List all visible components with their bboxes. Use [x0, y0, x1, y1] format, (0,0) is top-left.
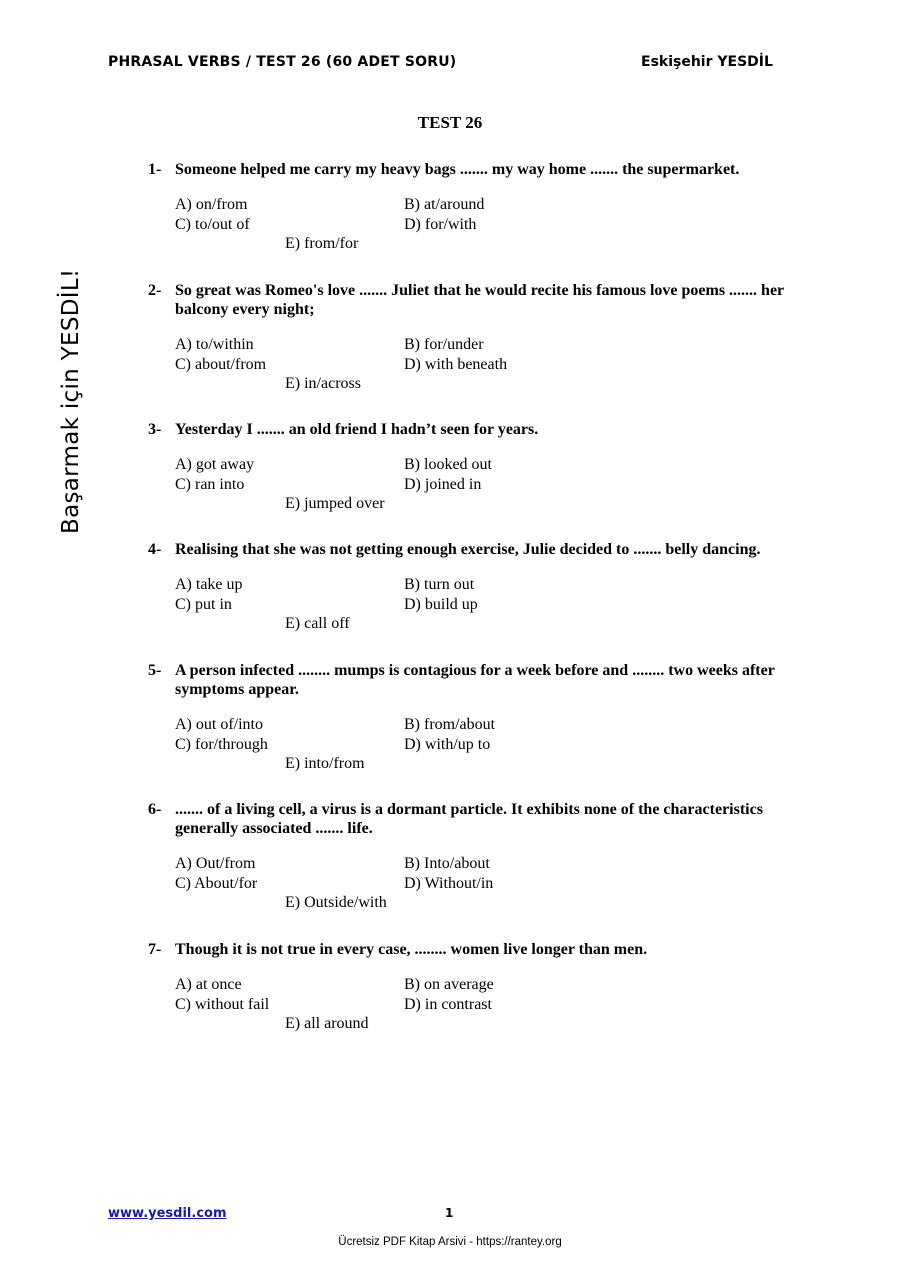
option-e: E) all around — [285, 1015, 369, 1032]
option-b: B) at/around — [404, 196, 485, 213]
option-e: E) in/across — [285, 375, 361, 392]
option-d: D) Without/in — [404, 874, 494, 892]
question-number: 1- — [148, 161, 162, 178]
answer-options — [175, 854, 808, 912]
option-d: D) for/with — [404, 215, 477, 233]
option-d: D) in contrast — [404, 995, 492, 1013]
question-number: 7- — [148, 941, 162, 958]
answer-options — [175, 335, 808, 393]
question-number: 5- — [148, 662, 162, 679]
option-c: C) to/out of — [175, 215, 250, 233]
question-text: Though it is not true in every case, ........ women live longer than men. — [175, 941, 648, 958]
option-a: A) take up — [175, 576, 243, 593]
question-2 — [148, 281, 808, 393]
question-7 — [148, 940, 808, 1033]
option-a: A) on/from — [175, 196, 248, 213]
option-b: B) looked out — [404, 456, 492, 473]
question-text: So great was Romeo's love ....... Juliet that he would recite his famous love poems ....... her balcony every night; — [175, 282, 784, 318]
answer-options — [175, 195, 808, 253]
option-e: E) call off — [285, 615, 350, 632]
option-b: B) for/under — [404, 336, 484, 353]
footer-website-link[interactable]: www.yesdil.com — [108, 1206, 227, 1221]
option-e: E) jumped over — [285, 495, 385, 512]
option-d: D) joined in — [404, 475, 482, 493]
page-number: 1 — [445, 1206, 454, 1220]
option-e: E) from/for — [285, 235, 359, 252]
option-b: B) from/about — [404, 716, 496, 733]
option-c: C) without fail — [175, 995, 270, 1013]
document-header-title: PHRASAL VERBS / TEST 26 (60 ADET SORU) — [108, 54, 457, 70]
option-d: D) with beneath — [404, 355, 508, 373]
option-a: A) Out/from — [175, 855, 256, 872]
option-c: C) about/from — [175, 355, 267, 373]
question-text: Yesterday I ....... an old friend I hadn’t seen for years. — [175, 421, 539, 438]
option-e: E) Outside/with — [285, 894, 387, 911]
question-6 — [148, 800, 808, 912]
document-header-publisher: Eskişehir YESDİL — [641, 54, 773, 70]
test-title: TEST 26 — [417, 113, 483, 132]
answer-options — [175, 575, 808, 633]
question-text: A person infected ........ mumps is contagious for a week before and ........ two weeks after symptoms appear. — [175, 662, 775, 698]
question-number: 6- — [148, 801, 162, 818]
option-c: C) for/through — [175, 735, 268, 753]
option-d: D) with/up to — [404, 735, 491, 753]
option-b: B) turn out — [404, 576, 475, 593]
answer-options — [175, 455, 808, 513]
option-a: A) got away — [175, 456, 255, 473]
footer-archive-note: Ücretsiz PDF Kitap Arsivi - https://rantey.org — [338, 1236, 562, 1248]
option-a: A) to/within — [175, 336, 254, 353]
option-b: B) on average — [404, 976, 494, 993]
option-e: E) into/from — [285, 755, 365, 772]
option-c: C) ran into — [175, 475, 245, 493]
question-5 — [148, 661, 808, 773]
option-b: B) Into/about — [404, 855, 490, 872]
option-c: C) About/for — [175, 874, 258, 892]
option-c: C) put in — [175, 595, 232, 613]
answer-options — [175, 975, 808, 1033]
option-a: A) at once — [175, 976, 242, 993]
answer-options — [175, 715, 808, 773]
question-text: ....... of a living cell, a virus is a dormant particle. It exhibits none of the characteristics generally associated ....... life. — [175, 801, 763, 837]
question-4 — [148, 540, 808, 633]
option-d: D) build up — [404, 595, 478, 613]
side-slogan: Başarmak için YESDİL! — [58, 268, 84, 534]
option-a: A) out of/into — [175, 716, 263, 733]
question-number: 3- — [148, 421, 162, 438]
question-text: Someone helped me carry my heavy bags ....... my way home ....... the supermarket. — [175, 161, 740, 178]
question-1 — [148, 160, 808, 253]
question-3 — [148, 420, 808, 513]
question-number: 2- — [148, 282, 162, 299]
question-number: 4- — [148, 541, 162, 558]
question-text: Realising that she was not getting enough exercise, Julie decided to ....... belly dancing. — [175, 541, 761, 558]
